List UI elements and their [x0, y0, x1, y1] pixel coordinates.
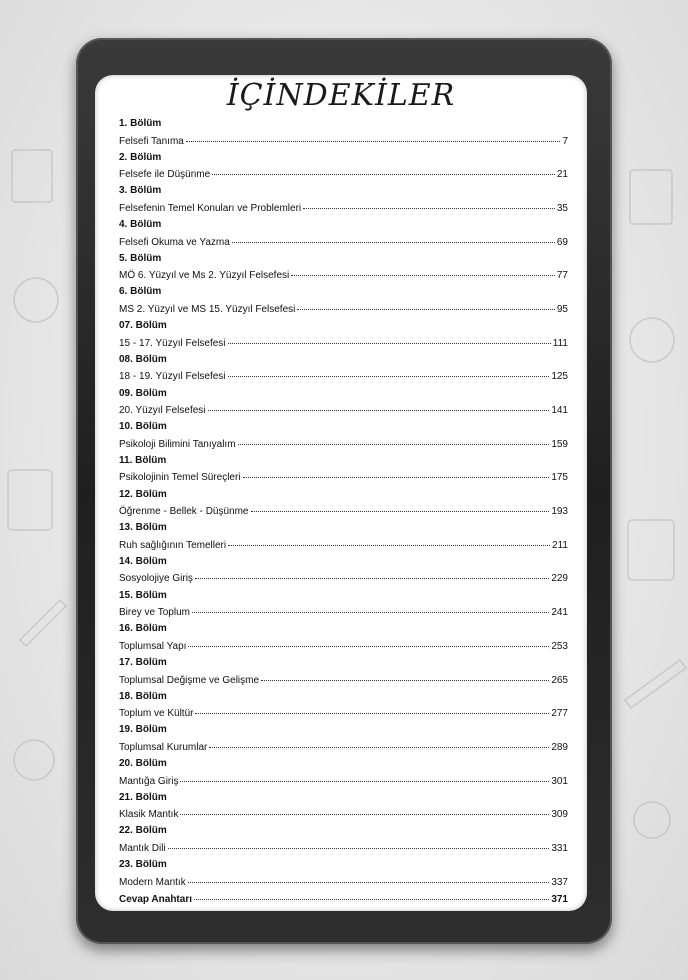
page-title: İÇİNDEKİLER — [226, 78, 456, 113]
toc-entry[interactable] — [119, 368, 568, 385]
answer-key-entry[interactable] — [119, 891, 568, 908]
chapter-heading: 10. Bölüm — [119, 421, 167, 433]
chapter-heading: 09. Bölüm — [119, 387, 167, 399]
chapter-heading: 22. Bölüm — [119, 825, 167, 837]
toc-entry-page: 21 — [556, 169, 568, 181]
dot-leader — [168, 848, 550, 849]
dot-leader — [243, 477, 550, 478]
toc-entry-title: 15 - 17. Yüzyıl Felsefesi — [119, 337, 226, 349]
toc-entry[interactable] — [119, 604, 568, 621]
dot-leader — [251, 511, 550, 512]
toc-entry-title: Ruh sağlığının Temelleri — [119, 539, 227, 551]
toc-entry[interactable] — [119, 537, 568, 554]
toc-entry-page: 77 — [556, 270, 568, 282]
toc-entry[interactable] — [119, 672, 568, 689]
toc-entry-page: 111 — [552, 337, 568, 349]
dot-leader — [232, 242, 555, 243]
toc-entry[interactable] — [119, 166, 568, 183]
toc-entry-page: 175 — [551, 472, 568, 484]
toc-entry-title: MS 2. Yüzyıl ve MS 15. Yüzyıl Felsefesi — [119, 303, 296, 315]
chapter-heading: 07. Bölüm — [119, 320, 167, 332]
toc-entry[interactable] — [119, 806, 568, 823]
chapter-heading: 08. Bölüm — [119, 353, 167, 365]
chapter-heading: 4. Bölüm — [119, 219, 162, 231]
toc-entry[interactable] — [119, 267, 568, 284]
toc-entry-title: 20. Yüzyıl Felsefesi — [119, 405, 206, 416]
toc-entry-page: 301 — [551, 775, 568, 787]
toc-entry-title: Sosyolojiye Giriş — [119, 573, 193, 585]
chapter-heading: 14. Bölüm — [119, 555, 167, 567]
toc-entry-title: Mantığa Giriş — [119, 775, 179, 787]
notebook-doodle-icon — [8, 470, 52, 530]
dot-leader — [303, 208, 555, 209]
toc-entry-page: 95 — [556, 303, 568, 315]
toc-entry[interactable] — [119, 335, 568, 352]
chapter-heading: 19. Bölüm — [119, 724, 167, 736]
chapter-heading: 15. Bölüm — [119, 589, 167, 601]
toc-entry[interactable] — [119, 200, 568, 217]
toc-entry-page: 229 — [551, 573, 568, 585]
toc-entry[interactable] — [119, 570, 568, 587]
toc-entry-title: Felsefi Okuma ve Yazma — [119, 236, 230, 248]
dot-leader — [180, 814, 549, 815]
toc-entry-title: Psikoloji Bilimini Tanıyalım — [119, 438, 236, 450]
toc-entry-page: 125 — [551, 371, 568, 383]
chapter-heading: 2. Bölüm — [119, 151, 162, 163]
clock-doodle-icon — [14, 740, 54, 780]
toc-entry[interactable] — [119, 133, 568, 150]
toc-entry-title: Felsefi Tanıma — [119, 135, 184, 147]
toc-entry-page: 289 — [551, 741, 568, 753]
toc-entry-title: Felsefenin Temel Konuları ve Problemleri — [119, 202, 302, 214]
toc-entry-page: 211 — [552, 539, 568, 551]
dot-leader — [228, 343, 551, 344]
chapter-heading: 16. Bölüm — [119, 623, 167, 635]
dot-leader — [194, 899, 549, 900]
toc-entry-title: Toplum ve Kültür — [119, 708, 194, 720]
toc-entry-page: 277 — [551, 708, 568, 720]
toc-entry-page: 253 — [551, 640, 568, 652]
toc-entry-page: 7 — [562, 135, 568, 147]
toc-entry-page: 193 — [551, 506, 568, 518]
dot-leader — [212, 174, 555, 175]
book-doodle-icon — [12, 150, 52, 202]
dot-leader — [188, 646, 549, 647]
notebook-doodle-icon-right — [628, 520, 674, 580]
chapter-heading: 17. Bölüm — [119, 657, 167, 668]
dot-leader — [188, 882, 550, 883]
atom-doodle-icon — [634, 802, 670, 838]
toc-entry-title: Öğrenme - Bellek - Düşünme — [119, 506, 249, 518]
toc-entry-title: Modern Mantık — [119, 876, 186, 888]
book-doodle-icon-right — [630, 170, 672, 224]
toc-entry-page: 241 — [551, 607, 568, 619]
chapter-heading: 21. Bölüm — [119, 791, 167, 803]
toc-entry-title: Toplumsal Yapı — [119, 640, 187, 652]
chapter-heading: 3. Bölüm — [119, 185, 162, 197]
toc-entry-page: 35 — [556, 202, 568, 214]
answer-key-page: 371 — [551, 893, 568, 905]
pencil-doodle-icon — [20, 600, 66, 646]
dot-leader — [192, 612, 549, 613]
toc-entry-page: 309 — [551, 809, 568, 821]
dot-leader — [209, 747, 549, 748]
dot-leader — [180, 781, 549, 782]
toc-entry-title: MÖ 6. Yüzyıl ve Ms 2. Yüzyıl Felsefesi — [119, 270, 290, 282]
dot-leader — [228, 545, 550, 546]
dot-leader — [291, 275, 555, 276]
toc-entry-page: 337 — [551, 876, 568, 888]
toc-entry[interactable] — [119, 469, 568, 486]
dot-leader — [238, 444, 550, 445]
toc-entry[interactable] — [119, 840, 568, 857]
toc-entry-title: Birey ve Toplum — [119, 607, 190, 619]
dot-leader — [186, 141, 561, 142]
dot-leader — [261, 680, 549, 681]
toc-entry[interactable] — [119, 874, 568, 891]
chapter-heading: 23. Bölüm — [119, 859, 167, 871]
toc-entry-title: Klasik Mantık — [119, 809, 179, 821]
chapter-heading: 6. Bölüm — [119, 286, 162, 298]
ruler-doodle-icon — [625, 660, 686, 708]
chapter-heading: 20. Bölüm — [119, 758, 167, 770]
toc-entry-title: Psikolojinin Temel Süreçleri — [119, 472, 241, 484]
chapter-heading: 13. Bölüm — [119, 522, 167, 534]
dot-leader — [208, 410, 550, 411]
chapter-heading: 1. Bölüm — [119, 118, 162, 129]
toc-entry-title: Mantık Dili — [119, 842, 166, 854]
answer-key-title: Cevap Anahtarı — [119, 893, 192, 905]
chapter-heading: 18. Bölüm — [119, 690, 167, 702]
toc-entry[interactable] — [119, 436, 568, 453]
dot-leader — [195, 713, 549, 714]
toc-entry[interactable] — [119, 503, 568, 520]
toc-entry-title: Toplumsal Kurumlar — [119, 741, 208, 753]
toc-entry-title: 18 - 19. Yüzyıl Felsefesi — [119, 371, 226, 383]
globe-doodle-icon-right — [630, 318, 674, 362]
dot-leader — [297, 309, 555, 310]
globe-doodle-icon — [14, 278, 58, 322]
chapter-heading: 12. Bölüm — [119, 488, 167, 500]
toc-entry[interactable] — [119, 638, 568, 655]
toc-entry-page: 141 — [551, 405, 568, 416]
toc-entry-page: 69 — [556, 236, 568, 248]
chapter-heading: 5. Bölüm — [119, 252, 162, 264]
toc-entry[interactable] — [119, 705, 568, 722]
toc-entry[interactable] — [119, 402, 568, 419]
toc-entry[interactable] — [119, 301, 568, 318]
chapter-heading: 11. Bölüm — [119, 454, 167, 466]
toc-entry-title: Felsefe ile Düşünme — [119, 169, 211, 181]
toc-entry-page: 331 — [551, 842, 568, 854]
table-of-contents — [119, 116, 568, 908]
toc-entry[interactable] — [119, 234, 568, 251]
toc-entry-title: Toplumsal Değişme ve Gelişme — [119, 674, 260, 686]
toc-entry-page: 159 — [551, 438, 568, 450]
toc-entry[interactable] — [119, 739, 568, 756]
toc-entry[interactable] — [119, 773, 568, 790]
dot-leader — [195, 578, 549, 579]
dot-leader — [228, 376, 550, 377]
toc-entry-page: 265 — [551, 674, 568, 686]
